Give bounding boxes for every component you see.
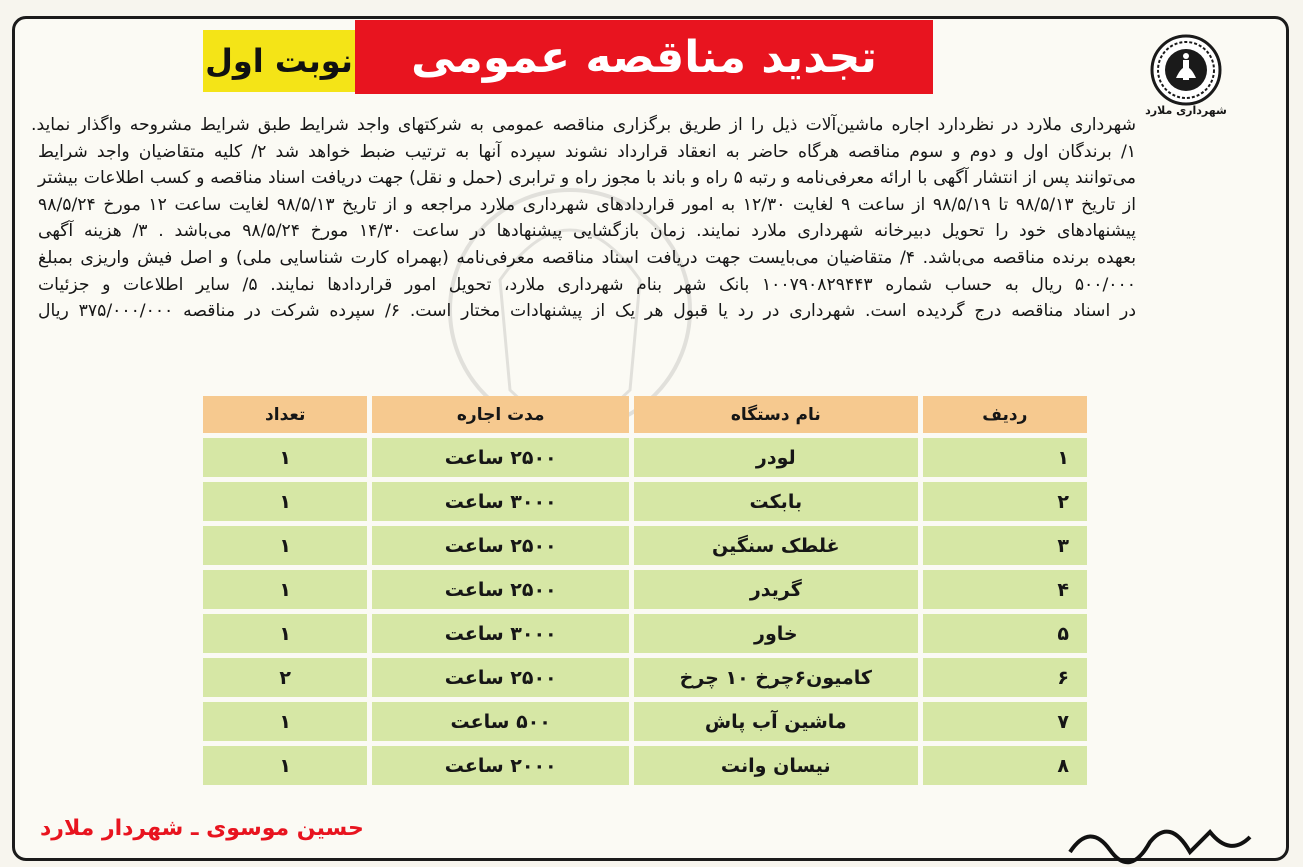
body-line: بعهده برنده مناقصه می‌باشد. ۴/ متقاضیان می‌بایست جهت دریافت اسناد مناقصه معرفی‌نامه (بهمراه کارت شناسایی ملی) و اصل فیش واریزی بمبلغ (38, 247, 1136, 268)
header-name: نام دستگاه (634, 396, 918, 433)
row-no: ۸ (923, 746, 1087, 785)
body-line: ۵۰۰/۰۰۰ ریال به حساب شماره ۱۰۰۷۹۰۸۲۹۴۴۳ بانک شهر بنام شهرداری ملارد، تحویل امور قراردادها نمایند. ۵/ سایر اطلاعات و جزئیات (38, 274, 1136, 295)
row-duration: ۳۰۰۰ ساعت (372, 614, 629, 653)
row-duration: ۳۰۰۰ ساعت (372, 482, 629, 521)
table-row (203, 746, 1087, 785)
handwritten-mark (1060, 812, 1260, 867)
body-line: شهرداری ملارد در نظردارد اجاره ماشین‌آلات ذیل را از طریق برگزاری مناقصه عمومی به شرکتهای واجد شرایط طبق شرایط مشروحه واگذار نماید. (31, 115, 1136, 135)
row-name: گریدر (634, 570, 918, 609)
body-line: در اسناد مناقصه درج گردیده است. شهرداری در رد یا قبول هر یک از پیشنهادات مختار است. ۶/ سپرده شرکت در مناقصه ۳۷۵/۰۰۰/۰۰۰ ریال (38, 301, 1136, 322)
table-row (203, 526, 1087, 565)
table-row (203, 614, 1087, 653)
row-no: ۶ (923, 658, 1087, 697)
title-banner (355, 20, 933, 94)
row-qty: ۲ (203, 658, 367, 697)
notice-title: تجدید مناقصه عمومی (411, 31, 877, 83)
row-name: خاور (634, 614, 918, 653)
body-line: می‌توانند پس از انتشار آگهی با ارائه معرفی‌نامه و رتبه ۵ راه و باند با مجوز راه و ترابری (حمل و نقل) جهت دریافت اسناد مناقصه و کسب اطلاعات بیشتر (38, 168, 1136, 189)
row-duration: ۲۵۰۰ ساعت (372, 658, 629, 697)
row-qty: ۱ (203, 526, 367, 565)
body-line: ۱/ برندگان اول و دوم و سوم مناقصه هرگاه حاضر به انعقاد قرارداد نشوند سپرده آنها به ترتیب ضبط خواهد شد ۲/ کلیه متقاضیان واجد شرایط (38, 141, 1136, 162)
row-duration: ۵۰۰ ساعت (372, 702, 629, 741)
row-no: ۵ (923, 614, 1087, 653)
row-duration: ۲۵۰۰ ساعت (372, 570, 629, 609)
table-row (203, 570, 1087, 609)
table-row (203, 658, 1087, 697)
row-name: غلطک سنگین (634, 526, 918, 565)
table-header-row (203, 396, 1087, 433)
row-qty: ۱ (203, 702, 367, 741)
table-row (203, 438, 1087, 477)
round-label: نوبت اول (205, 42, 353, 80)
notice-body (31, 112, 1136, 325)
round-badge (203, 30, 355, 92)
row-no: ۱ (923, 438, 1087, 477)
row-qty: ۱ (203, 482, 367, 521)
mayor-signature: حسین موسوی ـ شهردار ملارد (40, 816, 364, 841)
row-duration: ۲۵۰۰ ساعت (372, 438, 629, 477)
header-qty: تعداد (203, 396, 367, 433)
table-row (203, 482, 1087, 521)
row-no: ۳ (923, 526, 1087, 565)
body-line: از تاریخ ۹۸/۵/۱۳ تا ۹۸/۵/۱۹ از ساعت ۹ لغایت ۱۲/۳۰ به امور قراردادهای شهرداری ملارد مراجعه و از تاریخ ۹۸/۵/۱۳ لغایت ساعت ۱۲ مورخ ۹۸/۵/۲۴ (38, 194, 1136, 215)
equipment-table (198, 391, 1092, 790)
row-name: کامیون۶چرخ ۱۰ چرخ (634, 658, 918, 697)
row-name: بابکت (634, 482, 918, 521)
row-qty: ۱ (203, 746, 367, 785)
row-name: ماشین آب پاش (634, 702, 918, 741)
table-row (203, 702, 1087, 741)
row-duration: ۲۰۰۰ ساعت (372, 746, 629, 785)
row-no: ۷ (923, 702, 1087, 741)
logo-caption: شهرداری ملارد (1145, 104, 1227, 117)
row-no: ۲ (923, 482, 1087, 521)
row-name: لودر (634, 438, 918, 477)
row-qty: ۱ (203, 614, 367, 653)
row-qty: ۱ (203, 438, 367, 477)
header-no: ردیف (923, 396, 1087, 433)
body-line: پیشنهادهای خود را تحویل دبیرخانه شهرداری ملارد نمایند. زمان بازگشایی پیشنهادها در ساعت ۱۴/۳۰ مورخ ۹۸/۵/۲۴ می‌باشد . ۳/ هزینه آگهی (38, 221, 1136, 242)
row-duration: ۲۵۰۰ ساعت (372, 526, 629, 565)
row-name: نیسان وانت (634, 746, 918, 785)
row-no: ۴ (923, 570, 1087, 609)
header-duration: مدت اجاره (372, 396, 629, 433)
municipality-logo (1150, 34, 1222, 106)
row-qty: ۱ (203, 570, 367, 609)
